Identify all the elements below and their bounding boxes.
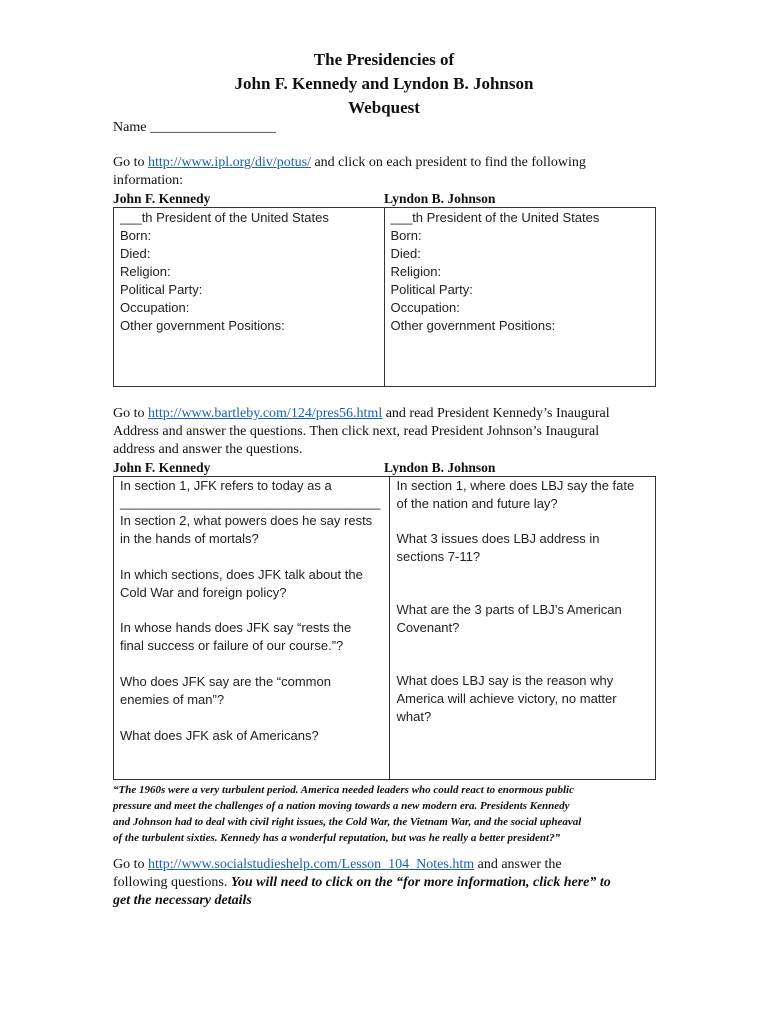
section3-line2-bold: You will need to click on the “for more information, click here” to bbox=[230, 875, 611, 890]
ipl-potus-link[interactable]: http://www.ipl.org/div/potus/ bbox=[148, 155, 311, 170]
lbj-column-heading: Lyndon B. Johnson bbox=[384, 191, 496, 206]
quote-line: pressure and meet the challenges of a nation moving towards a new modern era. Presidents Kennedy bbox=[113, 800, 570, 812]
quote-line: “The 1960s were a very turbulent period. America needed leaders who could react to enormous public bbox=[113, 784, 574, 796]
title-line-1: The Presidencies of bbox=[313, 50, 455, 69]
jfk-question-line: In which sections, does JFK talk about the bbox=[120, 567, 363, 582]
jfk-question-line: In whose hands does JFK say “rests the bbox=[120, 620, 352, 635]
jfk-question-line: enemies of man”? bbox=[120, 692, 225, 707]
jfk-question-line: What does JFK ask of Americans? bbox=[120, 728, 319, 743]
lbj-question-line: Covenant? bbox=[396, 620, 460, 635]
lbj-fact-field: Political Party: bbox=[390, 282, 473, 297]
jfk-question-line: In section 1, JFK refers to today as a bbox=[120, 478, 332, 493]
turbulent-sixties-quote bbox=[113, 782, 658, 846]
section1-intro-text-after: and click on each president to find the following bbox=[310, 155, 586, 170]
jfk-questions-cell bbox=[114, 477, 390, 780]
jfk-speech-heading: John F. Kennedy bbox=[113, 460, 211, 475]
lbj-question-line: In section 1, where does LBJ say the fate bbox=[396, 478, 635, 493]
lbj-question-line: what? bbox=[396, 709, 432, 724]
inaugural-questions-table bbox=[113, 476, 656, 780]
jfk-question-line: Who does JFK say are the “common bbox=[120, 674, 331, 689]
lbj-question-line: of the nation and future lay? bbox=[396, 496, 558, 511]
quote-line: of the turbulent sixties. Kennedy has a wonderful reputation, but was he really a better president?” bbox=[113, 832, 561, 844]
jfk-fact-field: Died: bbox=[120, 246, 151, 261]
bartleby-link[interactable]: http://www.bartleby.com/124/pres56.html bbox=[148, 406, 383, 421]
socialstudieshelp-link[interactable]: http://www.socialstudieshelp.com/Lesson_104_Notes.htm bbox=[148, 857, 475, 872]
section3-intro-text-after: and answer the bbox=[474, 857, 562, 872]
jfk-column-heading: John F. Kennedy bbox=[113, 191, 211, 206]
lbj-fact-field: Other government Positions: bbox=[390, 318, 556, 333]
lbj-fact-field: Religion: bbox=[390, 264, 442, 279]
title-line-3: Webquest bbox=[348, 98, 420, 117]
lbj-question-line: What does LBJ say is the reason why bbox=[396, 673, 614, 688]
lbj-fact-field: Born: bbox=[390, 228, 422, 243]
section2-intro-line2: Address and answer the questions. Then click next, read President Johnson’s Inaugural bbox=[113, 424, 600, 439]
section2-intro bbox=[113, 405, 610, 423]
jfk-question-line: Cold War and foreign policy? bbox=[120, 585, 287, 600]
jfk-fact-field: Other government Positions: bbox=[120, 318, 285, 333]
jfk-fact-field: ___th President of the United States bbox=[120, 210, 329, 225]
jfk-facts-cell bbox=[114, 208, 385, 387]
lbj-question-line: America will achieve victory, no matter bbox=[396, 691, 617, 706]
lbj-questions-cell bbox=[390, 477, 656, 780]
lbj-facts-cell bbox=[384, 208, 656, 387]
jfk-fact-field: Occupation: bbox=[120, 300, 190, 315]
section3-intro-text: Go to bbox=[113, 857, 148, 872]
section1-intro-text: Go to bbox=[113, 155, 148, 170]
jfk-question-line: In section 2, what powers does he say rests bbox=[120, 513, 373, 528]
name-label: Name bbox=[113, 120, 147, 135]
section2-intro-text: Go to bbox=[113, 406, 148, 421]
section2-intro-text-after: and read President Kennedy’s Inaugural bbox=[382, 406, 610, 421]
title-line-2: John F. Kennedy and Lyndon B. Johnson bbox=[234, 74, 534, 93]
lbj-question-line: What are the 3 parts of LBJ’s American bbox=[396, 602, 622, 617]
lbj-speech-heading: Lyndon B. Johnson bbox=[384, 460, 496, 475]
lbj-fact-field: Occupation: bbox=[390, 300, 460, 315]
lbj-question-line: sections 7-11? bbox=[396, 549, 481, 564]
jfk-fact-field: Born: bbox=[120, 228, 152, 243]
lbj-fact-field: Died: bbox=[390, 246, 421, 261]
section2-intro-line3: address and answer the questions. bbox=[113, 442, 303, 457]
section3-line2-plain: following questions. bbox=[113, 875, 231, 890]
lbj-question-line: What 3 issues does LBJ address in bbox=[396, 531, 600, 546]
jfk-fact-field: Religion: bbox=[120, 264, 171, 279]
section3-intro bbox=[113, 856, 562, 874]
jfk-question-line: in the hands of mortals? bbox=[120, 531, 259, 546]
lbj-fact-field: ___th President of the United States bbox=[390, 210, 600, 225]
jfk-question-line: final success or failure of our course.”? bbox=[120, 638, 344, 653]
section1-intro-line2: information: bbox=[113, 173, 183, 188]
president-facts-table bbox=[113, 207, 656, 387]
name-row bbox=[113, 119, 276, 137]
quote-line: and Johnson had to deal with civil right issues, the Cold War, the Vietnam War, and the social upheaval bbox=[113, 816, 582, 828]
name-blank: __________________ bbox=[149, 120, 276, 135]
section3-line3: get the necessary details bbox=[113, 893, 252, 908]
section1-intro bbox=[113, 154, 586, 172]
section3-line2 bbox=[113, 874, 611, 892]
jfk-fact-field: Political Party: bbox=[120, 282, 203, 297]
jfk-question-line: ____________________________________ bbox=[120, 495, 381, 510]
